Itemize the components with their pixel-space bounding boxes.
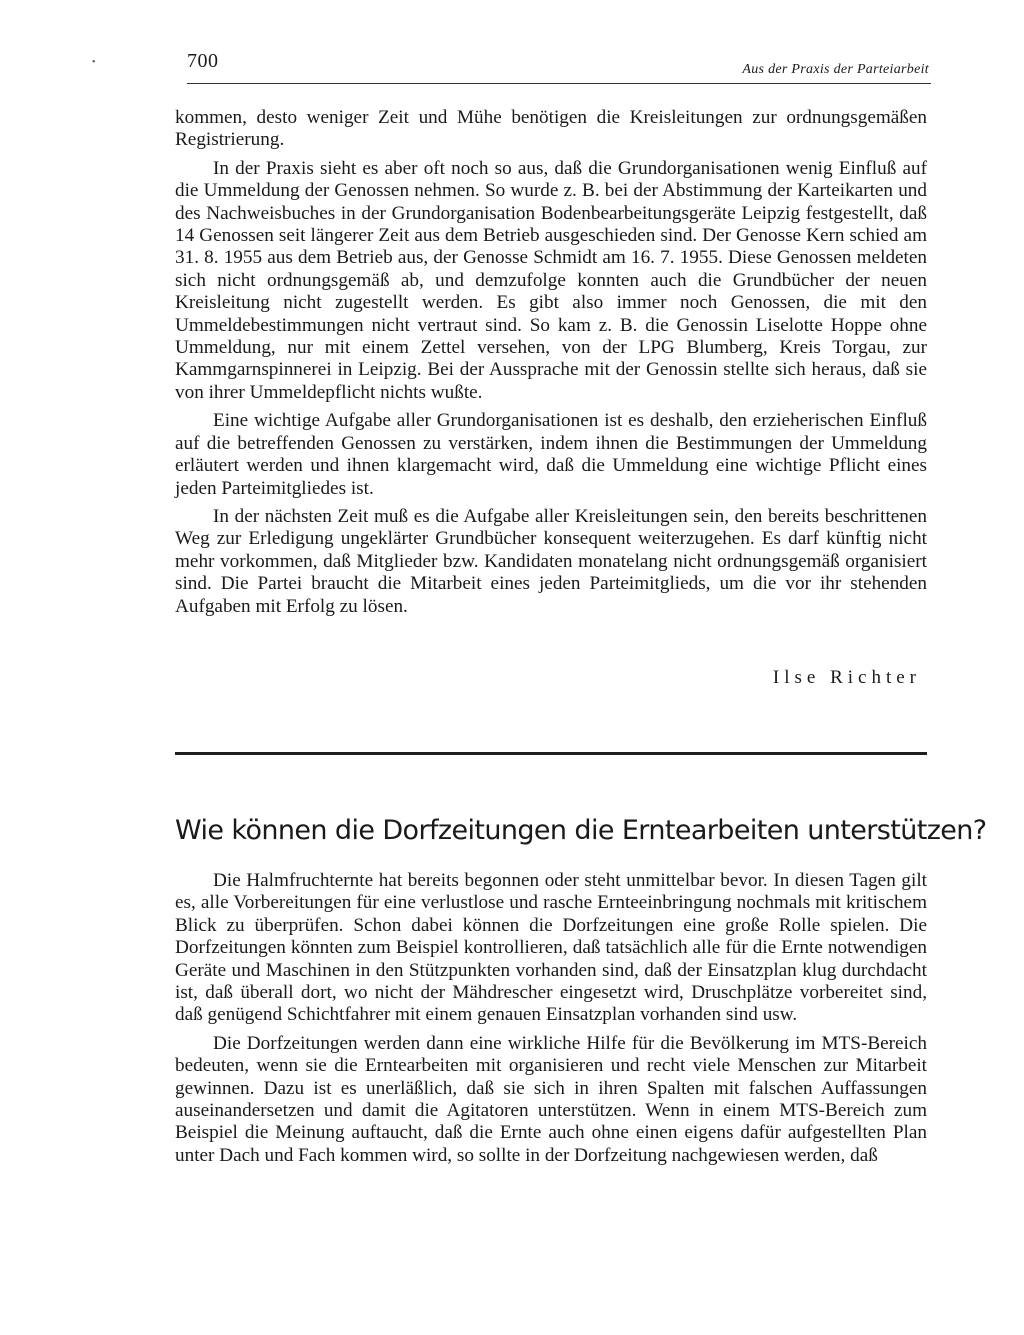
scan-speck: • [92,57,96,68]
paragraph: Die Halmfruchternte hat bereits begonnen oder steht unmittelbar bevor. In diesen Tagen gilt es, alle Vorbereitungen für eine verlustlose und rasche Ernteeinbringung nochmals mit kritischem Blick zu überprüfen. Schon dabei können die Dorfzeitungen eine große Rolle spielen. Die Dorfzeitungen könnten zum Beispiel kontrollieren, daß tatsächlich alle für die Ernte notwendigen Geräte und Maschinen in den Stützpunkten vorhanden sind, daß der Einsatzplan klug durchdacht ist, daß überall dort, wo nicht der Mähdrescher eingesetzt wird, Druschplätze vorbereitet sind, daß genügend Schichtfahrer mit einem genauen Einsatzplan vorhanden sind usw. [175,870,927,1026]
running-head: Aus der Praxis der Parteiarbeit [742,62,929,77]
paragraph: Eine wichtige Aufgabe aller Grundorganisationen ist es deshalb, den erzieherischen Einfluß auf die betreffenden Genossen zu verstärken, indem ihnen die Bestimmungen der Ummeldung erläutert werden und ihnen klargemacht wird, daß die Ummeldung eine wichtige Pflicht eines jeden Parteimitgliedes ist. [175,410,927,499]
article-2-body [175,870,927,1173]
paragraph: Die Dorfzeitungen werden dann eine wirkliche Hilfe für die Bevölkerung im MTS-Bereich bedeuten, wenn sie die Erntearbeiten mit organisieren und recht viele Menschen zur Mitarbeit gewinnen. Dazu ist es unerläßlich, daß sie sich in ihren Spalten mit falschen Auffassungen auseinandersetzen und damit die Agitatoren unterstützen. Wenn in einem MTS-Bereich zum Beispiel die Meinung auftaucht, daß die Ernte auch ohne einen eigens dafür aufgestellten Plan unter Dach und Fach kommen wird, so sollte in der Dorfzeitung nachgewiesen werden, daß [175,1032,927,1166]
header-rule [187,83,931,84]
author-signature: Ilse Richter [772,667,921,688]
article-1-body [175,107,927,624]
paragraph: kommen, desto weniger Zeit und Mühe benötigen die Kreisleitungen zur ordnungsgemäßen Registrierung. [175,107,927,151]
paragraph: In der nächsten Zeit muß es die Aufgabe aller Kreisleitungen sein, den bereits beschrittenen Weg zur Erledigung ungeklärter Grundbücher konsequent weiterzugehen. Es darf künftig nicht mehr vorkommen, daß Mitglieder bzw. Kandidaten monatelang nicht ordnungsgemäß organisiert sind. Die Partei braucht die Mitarbeit eines jeden Parteimitglieds, um die vor ihr stehenden Aufgaben mit Erfolg zu lösen. [175,505,927,617]
paragraph: In der Praxis sieht es aber oft noch so aus, daß die Grundorganisationen wenig Einfluß auf die Ummeldung der Genossen nehmen. So wurde z. B. bei der Abstimmung der Karteikarten und des Nachweisbuches in der Grundorganisation Bodenbearbeitungsgeräte Leipzig festgestellt, daß 14 Genossen seit längerer Zeit aus dem Betrieb ausgeschieden sind. Der Genosse Kern schied am 31. 8. 1955 aus dem Betrieb aus, der Genosse Schmidt am 16. 7. 1955. Diese Genossen meldeten sich nicht ordnungsgemäß ab, und demzufolge konnten auch die Grundbücher der neuen Kreisleitung nicht zugestellt werden. Es gibt also immer noch Genossen, die mit den Ummeldebestimmungen nicht vertraut sind. So kam z. B. die Genossin Liselotte Hoppe ohne Ummeldung, nur mit einem Zettel versehen, von der LPG Blumberg, Kreis Torgau, zur Kammgarnspinnerei in Leipzig. Bei der Aussprache mit der Genossin stellte sich heraus, daß sie von ihrer Ummeldepflicht nichts wußte. [175,157,927,403]
section-divider [175,752,927,755]
page-number: 700 [187,50,219,72]
article-2-title: Wie können die Dorfzeitungen die Erntearbeiten unterstützen? [175,815,987,846]
